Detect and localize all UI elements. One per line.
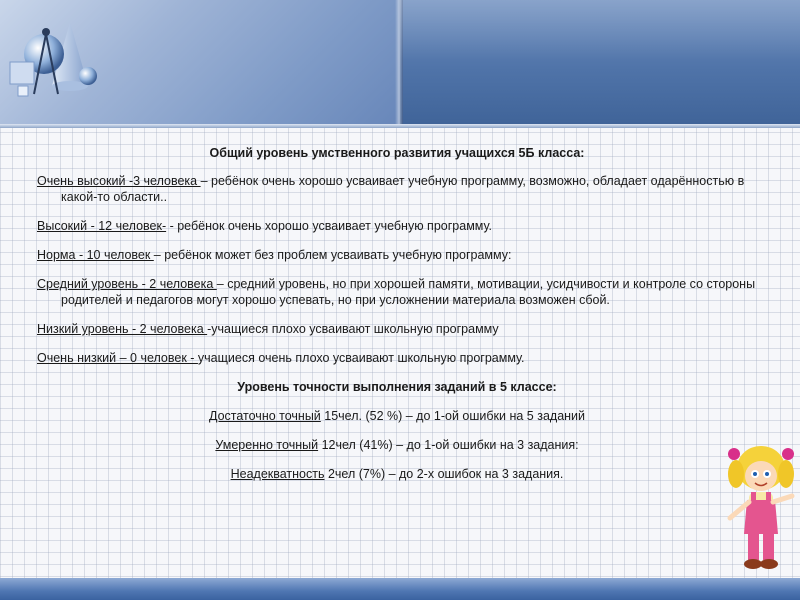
level-label: Норма - 10 человек — [37, 248, 154, 262]
level-label: Средний уровень - 2 человека — [37, 277, 217, 291]
accuracy-item — [37, 408, 757, 424]
accuracy-label: Достаточно точный — [208, 409, 321, 423]
slide-body — [37, 145, 757, 495]
geometry-shapes-icon — [0, 14, 120, 124]
accuracy-title: Уровень точности выполнения заданий в 5 классе: — [237, 380, 557, 394]
accuracy-label: Неадекватность — [230, 467, 325, 481]
level-text: - ребёнок очень хорошо усваивает учебную программу. — [166, 219, 492, 233]
accuracy-text: 12чел (41%) – до 1-ой ошибки на 3 задания: — [318, 438, 579, 452]
accuracy-item — [37, 466, 757, 482]
accuracy-item — [37, 437, 757, 453]
level-medium — [37, 276, 757, 308]
level-norm — [37, 247, 757, 263]
level-high — [37, 218, 757, 234]
accuracy-text: 15чел. (52 %) – до 1-ой ошибки на 5 заданий — [320, 409, 586, 423]
header-bottom-line — [0, 124, 800, 128]
accuracy-text: 2чел (7%) – до 2-х ошибок на 3 задания. — [324, 467, 564, 481]
level-text: – ребёнок очень хорошо усваивает учебную программу, возможно, обладает одарённостью в какой-то области.. — [61, 174, 745, 204]
level-very-low — [37, 350, 757, 366]
slide-title: Общий уровень умственного развития учащихся 5Б класса: — [209, 146, 585, 160]
level-label: Очень низкий – 0 человек - — [37, 351, 198, 365]
level-very-high — [37, 173, 757, 205]
accuracy-label: Умеренно точный — [215, 438, 319, 452]
level-low — [37, 321, 757, 337]
level-text: – средний уровень, но при хорошей памяти, мотивации, усидчивости и контроле со стороны родителей и педагогов могут хорошо успевать, но при усложнении материала возможен сбой. — [61, 277, 756, 307]
level-label: Низкий уровень - 2 человека — [37, 322, 208, 336]
level-label: Очень высокий -3 человека — [37, 174, 201, 188]
header-shine — [400, 0, 800, 60]
level-text: учащиеся очень плохо усваивают школьную программу. — [197, 351, 525, 365]
level-text: – ребёнок может без проблем усваивать учебную программу: — [153, 248, 512, 262]
level-label: Высокий - 12 человек- — [37, 219, 167, 233]
slide-footer-bar — [0, 578, 800, 600]
level-text: -учащиеся плохо усваивают школьную программу — [207, 322, 499, 336]
slide-header-banner — [0, 0, 800, 128]
cartoon-girl-icon — [722, 438, 800, 578]
